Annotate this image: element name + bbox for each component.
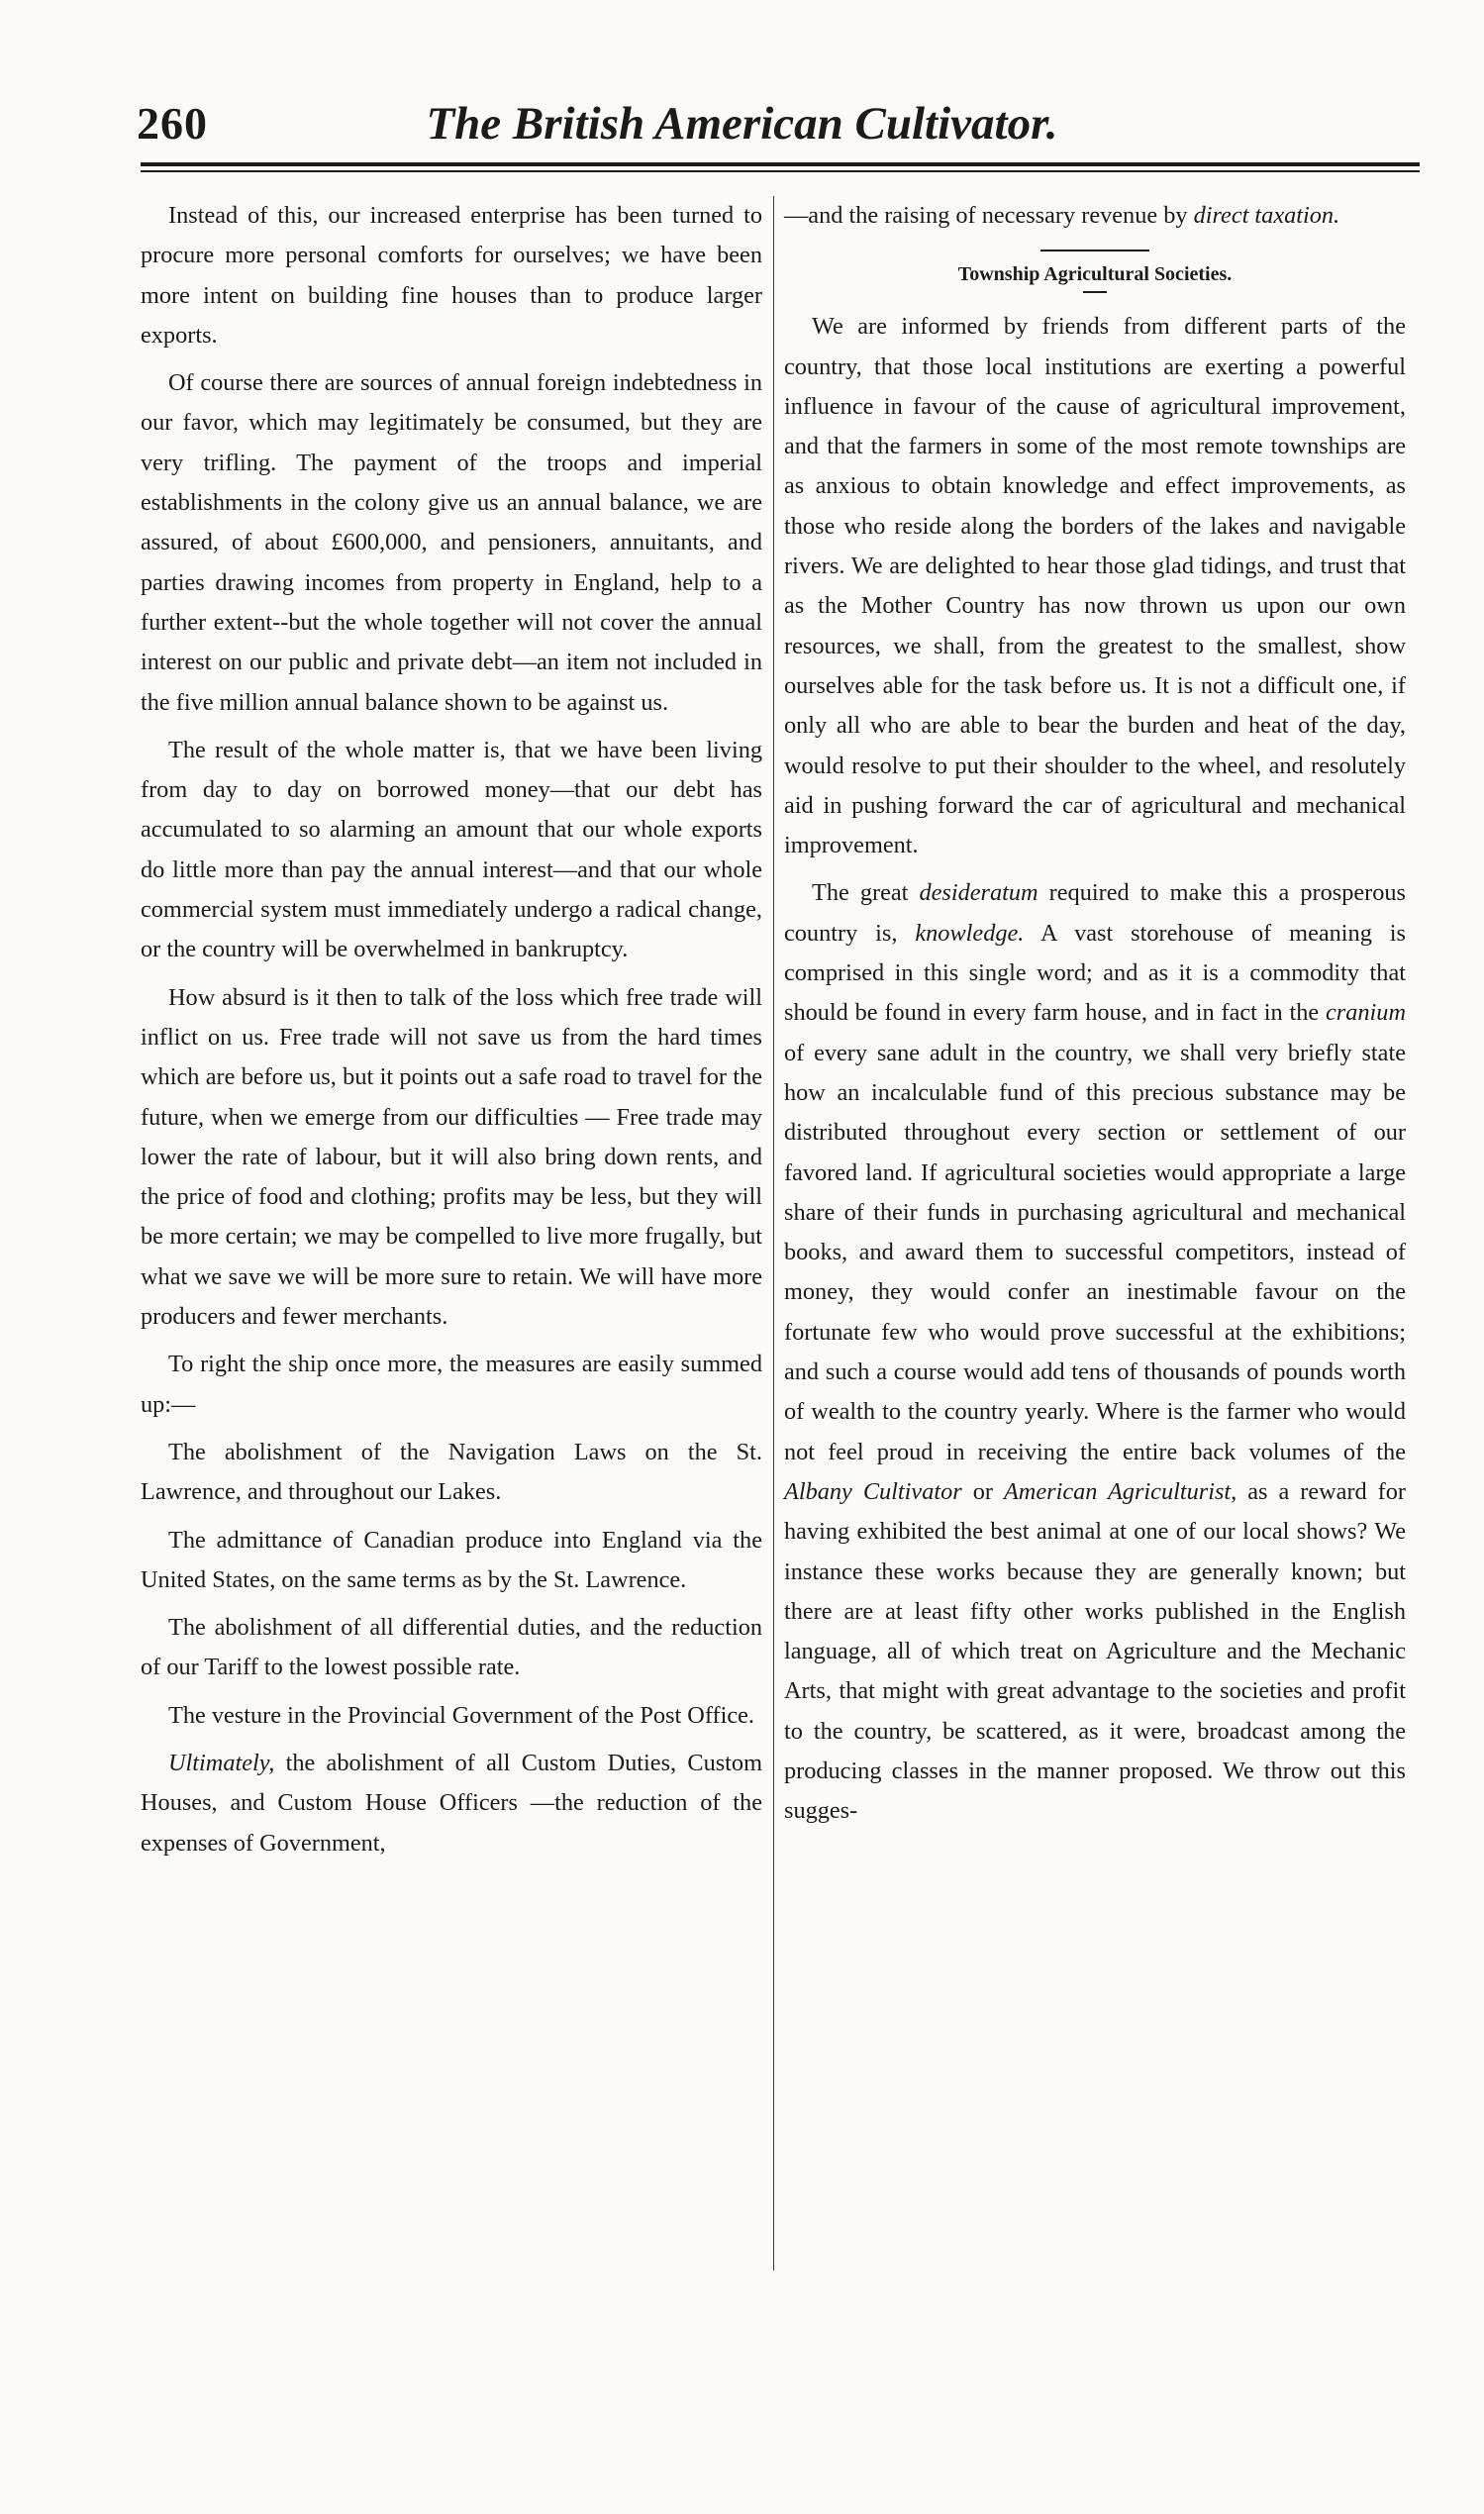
paragraph-enterprise: Instead of this, our increased enterprise has been turned to procure more personal comforts for ourselves; we have been more intent on building fine houses than to produce larger exports.: [141, 202, 762, 349]
text-run: The great: [812, 879, 920, 907]
emphasis-text: desideratum: [919, 879, 1039, 907]
text-run: required to make this a prosperous country is,: [784, 879, 1406, 947]
measure-canadian-produce: The admittance of Canadian produce into England via the United States, on the same terms as by the St. Lawrence.: [141, 1526, 762, 1593]
paragraph-result: The result of the whole matter is, that we have been living from day to day on borrowed money—that our debt has accumulated to so alarming an amount that our whole exports do little more than pay the annual interest—and that our whole commercial system must immediately undergo a radical change, or the country will be overwhelmed in bankruptcy.: [141, 736, 762, 963]
text-run: as a reward for having exhibited the best animal at one of our local shows? We instance these works because they are generally known; but there are at least fifty other works published in the English language, all of which treat on Agriculture and the Mechanic Arts, that might with great advantage to the societies and profit to the country, be scattered, as it were, broadcast among the producing classes in the manner proposed. We throw out this sugges-: [784, 1477, 1407, 1825]
paragraph-measures-intro: To right the ship once more, the measures are easily summed up:—: [141, 1351, 762, 1418]
right-column: [784, 196, 1406, 1832]
emphasis-text: American Agriculturist,: [1003, 1477, 1237, 1505]
header-rule-thick: [141, 162, 1420, 166]
emphasis-text: direct taxation.: [1193, 202, 1340, 229]
emphasis-text: cranium: [1326, 999, 1406, 1027]
measure-custom-duties-text: the abolishment of all Custom Duties, Custom Houses, and Custom House Officers —the reduction of the expenses of Government,: [141, 1749, 762, 1857]
paragraph-foreign-indebtedness: Of course there are sources of annual foreign indebtedness in our favor, which may legitimately be consumed, but they are very trifling. The payment of the troops and imperial establishments in the colony give us an annual balance, we are assured, of about £600,000, and pensioners, annuitants, and parties drawing incomes from property in England, help to a further extent--but the whole together will not cover the annual interest on our public and private debt—an item not included in the five million annual balance shown to be against us.: [141, 369, 762, 716]
emphasis-text: Ultimately,: [168, 1749, 275, 1776]
measure-custom-duties: [141, 1744, 762, 1863]
running-head-title: The British American Cultivator.: [426, 98, 1058, 150]
measure-navigation-laws: The abolishment of the Navigation Laws on the St. Lawrence, and throughout our Lakes.: [141, 1438, 762, 1506]
left-column: [141, 196, 762, 1863]
emphasis-text: knowledge.: [915, 919, 1025, 947]
text-run: A vast storehouse of meaning is comprised in this single word; and as it is a commodity that should be found in every farm house, and in fact in the: [784, 919, 1406, 1027]
emphasis-text: Albany Cultivator: [784, 1477, 962, 1505]
measure-differential-duties: The abolishment of all differential duties, and the reduction of our Tariff to the lowest possible rate.: [141, 1614, 762, 1681]
paragraph-free-trade: How absurd is it then to talk of the loss which free trade will inflict on us. Free trade will not save us from the hard times which are before us, but it points out a safe road to travel for the future, when we emerge from our difficulties — Free trade may lower the rate of labour, but it will also bring down rents, and the price of food and clothing; profits may be less, but they will be more certain; we may be compelled to live more frugally, but what we save we will be more sure to retain. We will have more producers and fewer merchants.: [141, 983, 762, 1331]
page-number: 260: [137, 98, 208, 149]
section-rule: [1040, 250, 1149, 251]
section-rule-short: [1083, 291, 1107, 293]
continuation-text: —and the raising of necessary revenue by: [784, 202, 1194, 229]
text-run: of every sane adult in the country, we shall very briefly state how an incalculable fund of this precious substance may be distributed throughout every section or settlement of our favored land. If agricultural societies would appropriate a large share of their funds in purchasing agricultural and mechanical books, and award them to successful competitors, instead of money, they would confer an inestimable favour on the fortunate few who would prove successful at the exhibitions; and such a course would add tens of thousands of pounds worth of wealth to the country yearly. Where is the farmer who would not feel proud in receiving the entire back volumes of the: [784, 1039, 1406, 1465]
paragraph-continuation: [784, 196, 1406, 236]
column-divider: [773, 196, 774, 2270]
measure-post-office: The vesture in the Provincial Government of the Post Office.: [168, 1701, 754, 1729]
section-heading: Township Agricultural Societies.: [957, 263, 1233, 286]
header-rule-thin: [141, 170, 1420, 172]
paragraph-desideratum: [784, 873, 1406, 1831]
text-run: or: [961, 1477, 1004, 1505]
paragraph-township-societies: We are informed by friends from different parts of the country, that those local institutions are exerting a powerful influence in favour of the cause of agricultural improvement, and that the farmers in some of the most remote townships are as anxious to obtain knowledge and effect improvements, as those who reside along the borders of the lakes and navigable rivers. We are delighted to hear those glad tidings, and trust that as the Mother Country has now thrown us upon our own resources, we shall, from the greatest to the smallest, show ourselves able for the task before us. It is not a difficult one, if only all who are able to bear the burden and heat of the day, would resolve to put their shoulder to the wheel, and resolutely aid in pushing forward the car of agricultural and mechanical improvement.: [784, 313, 1406, 859]
